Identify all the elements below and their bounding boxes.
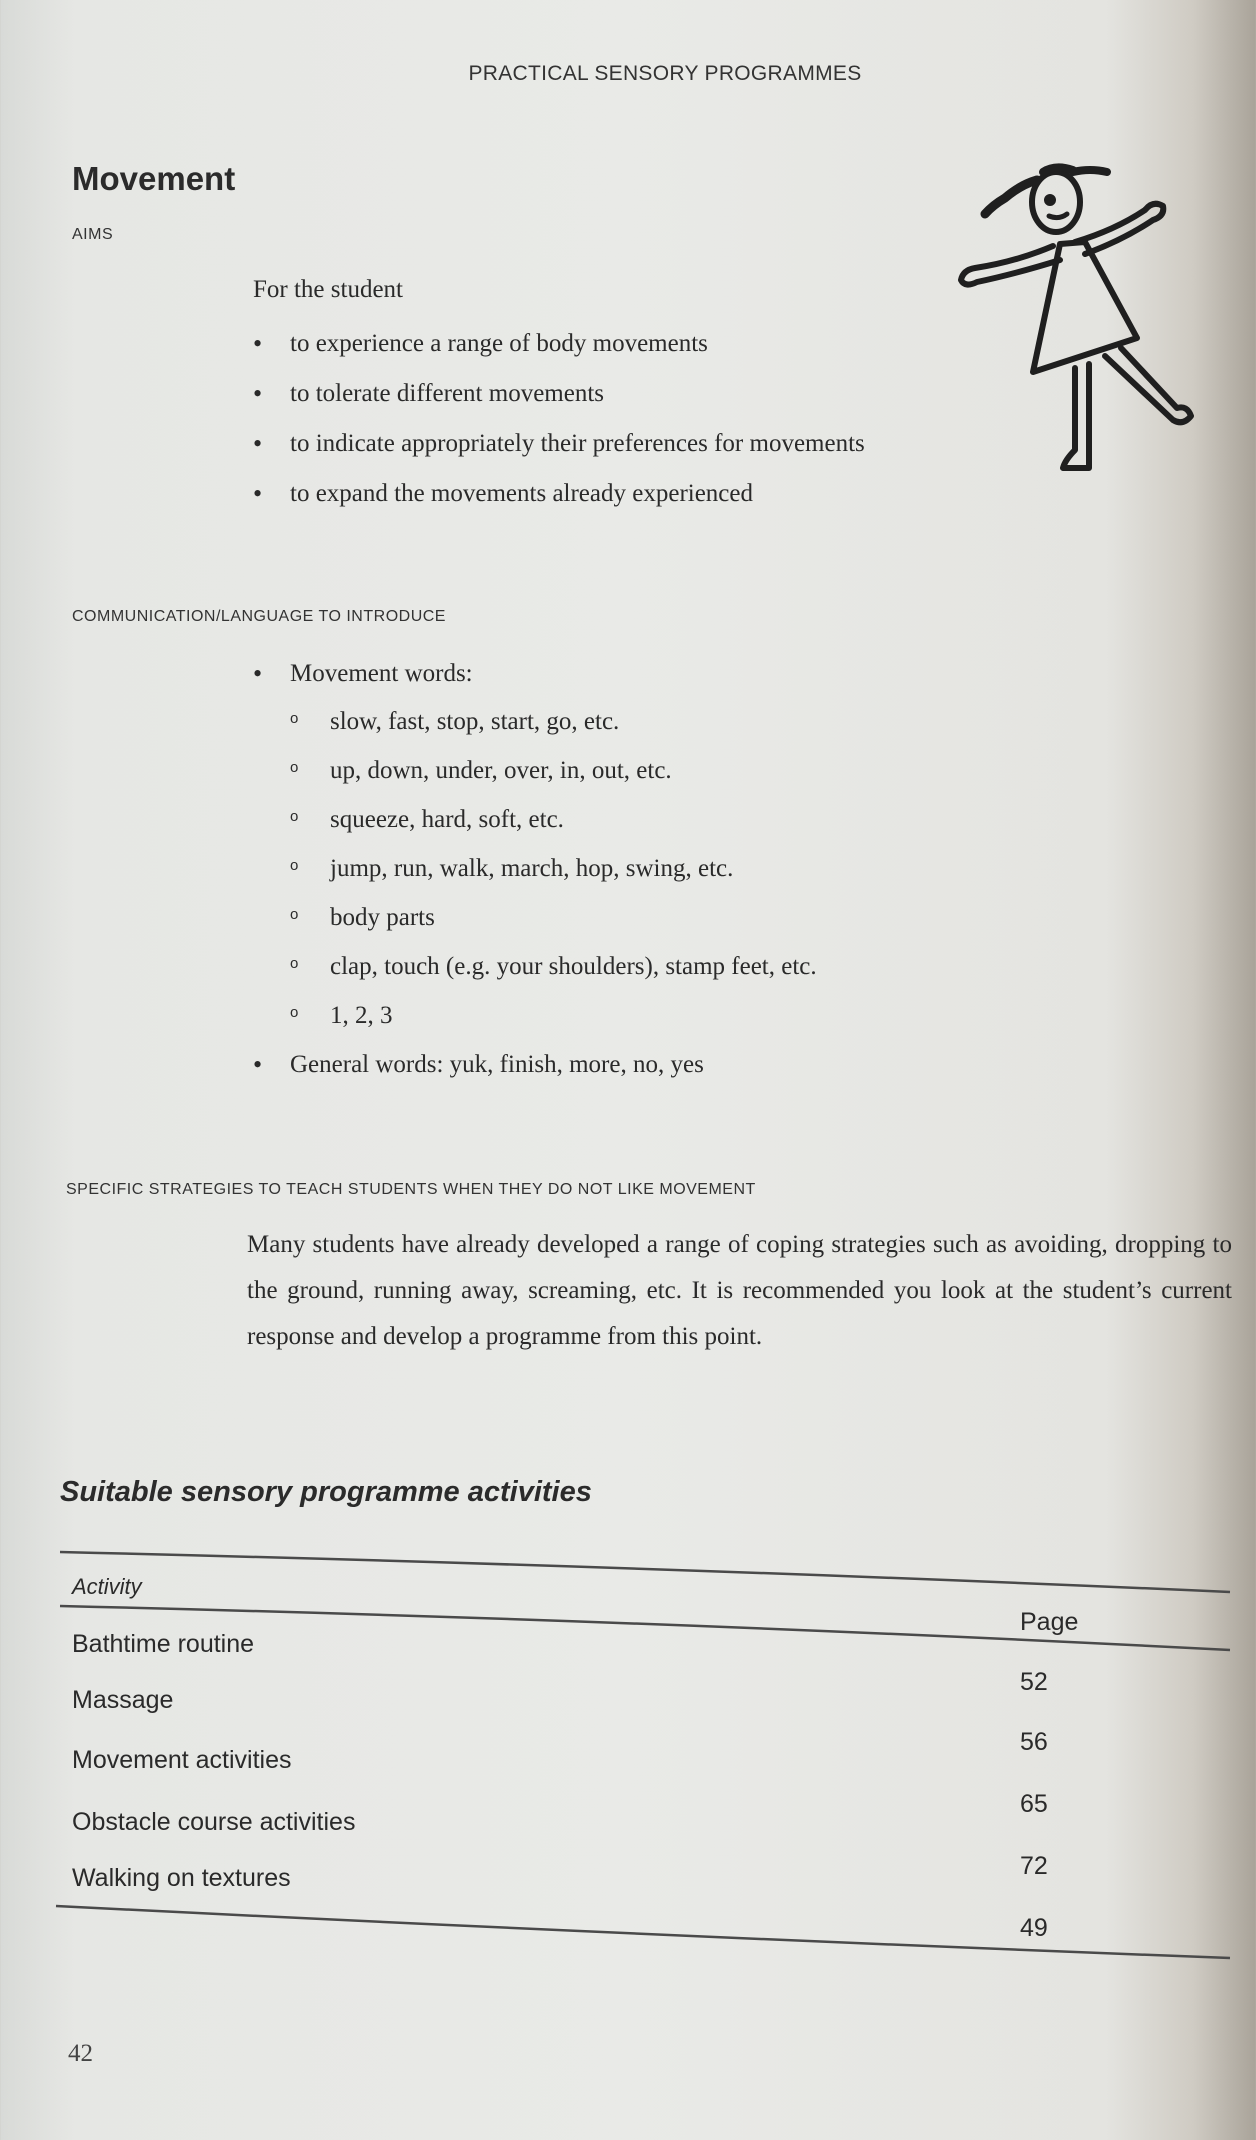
movement-word-item: o jump, run, walk, march, hop, swing, etc. bbox=[290, 855, 817, 883]
aims-item: • to tolerate different movements bbox=[253, 380, 865, 408]
table-top-rule bbox=[60, 1552, 1230, 1592]
table-title: Suitable sensory programme activities bbox=[60, 1476, 592, 1508]
column-header-activity: Activity bbox=[72, 1574, 142, 1599]
movement-words-label: Movement words: bbox=[290, 660, 473, 687]
table-row-activity: Bathtime routine bbox=[72, 1630, 255, 1658]
table-row-page: 49 bbox=[1020, 1914, 1048, 1942]
movement-word-item: o 1, 2, 3 bbox=[290, 1002, 817, 1030]
aims-list bbox=[253, 330, 865, 508]
column-header-page: Page bbox=[1020, 1608, 1079, 1636]
general-words-item: • General words: yuk, finish, more, no, yes bbox=[253, 1051, 817, 1079]
table-row-page: 56 bbox=[1020, 1728, 1048, 1756]
aims-label: AIMS bbox=[72, 226, 114, 243]
table-row-activity: Obstacle course activities bbox=[72, 1808, 356, 1836]
table-row-activity: Walking on textures bbox=[72, 1864, 291, 1892]
table-row-page: 52 bbox=[1020, 1668, 1048, 1696]
movement-word-item: o up, down, under, over, in, out, etc. bbox=[290, 757, 817, 785]
aims-intro: For the student bbox=[253, 276, 403, 303]
table-row-page: 72 bbox=[1020, 1852, 1048, 1880]
aims-item: • to experience a range of body movements bbox=[253, 330, 865, 358]
movement-word-item: o clap, touch (e.g. your shoulders), stamp feet, etc. bbox=[290, 953, 817, 981]
table-row-activity: Movement activities bbox=[72, 1746, 292, 1774]
section-title: Movement bbox=[72, 160, 236, 197]
communication-list bbox=[253, 660, 817, 1079]
movement-words-list bbox=[290, 708, 817, 1030]
table-row-activity: Massage bbox=[72, 1686, 174, 1714]
strategies-label: SPECIFIC STRATEGIES TO TEACH STUDENTS WHEN THEY DO NOT LIKE MOVEMENT bbox=[66, 1181, 756, 1198]
movement-word-item: o slow, fast, stop, start, go, etc. bbox=[290, 708, 817, 736]
movement-word-item: o squeeze, hard, soft, etc. bbox=[290, 806, 817, 834]
running-head: PRACTICAL SENSORY PROGRAMMES bbox=[468, 62, 862, 85]
aims-item: • to indicate appropriately their preferences for movements bbox=[253, 430, 865, 458]
communication-label: COMMUNICATION/LANGUAGE TO INTRODUCE bbox=[72, 608, 446, 625]
dancing-girl-illustration bbox=[925, 150, 1225, 480]
aims-item: • to expand the movements already experienced bbox=[253, 480, 865, 508]
strategies-paragraph: Many students have already developed a range of coping strategies such as avoiding, dropping to the ground, running away, screaming, etc. It is recommended you look at the student’s current response and develop a programme from this point. bbox=[247, 1231, 1232, 1350]
table-row-page: 65 bbox=[1020, 1790, 1048, 1818]
communication-item bbox=[253, 660, 817, 1030]
page-number: 42 bbox=[68, 2040, 93, 2067]
movement-word-item: o body parts bbox=[290, 904, 817, 932]
table-bottom-rule bbox=[56, 1906, 1230, 1958]
